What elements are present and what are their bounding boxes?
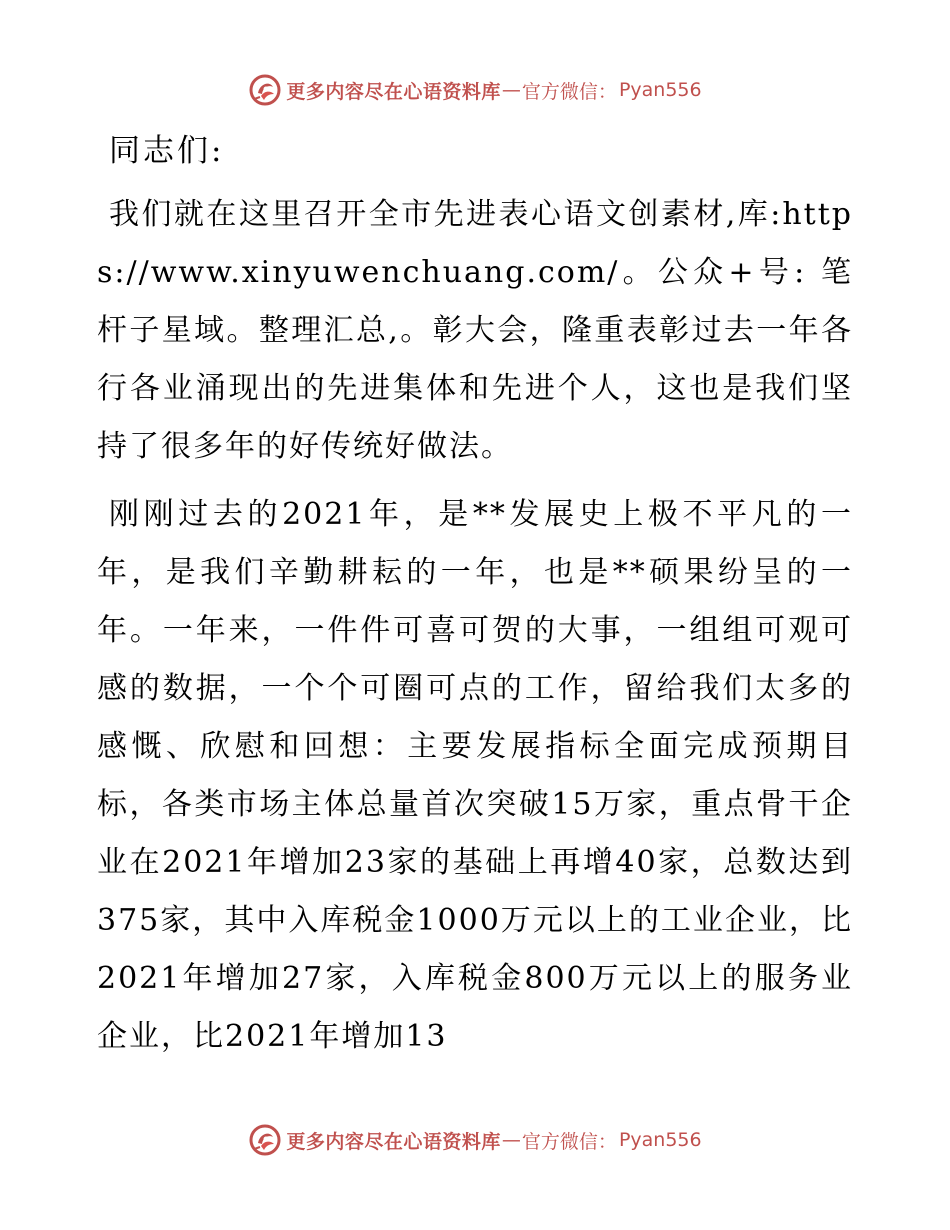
header-banner (0, 70, 950, 110)
banner-separator: — (501, 79, 521, 101)
banner-brand-text: 更多内容尽在心语资料库 (286, 1130, 501, 1153)
rose-logo-icon (248, 73, 282, 107)
paragraph-2-text: 刚刚过去的2021年，是**发展史上极不平凡的一年，是我们辛勤耕耘的一年，也是**硕果纷呈的一年。一年来，一件件可喜可贺的大事，一组组可观可感的数据，一个个可圈可点的工作，留给我们太多的感慨、欣慰和回想：主要发展指标全面完成预期目标，各类市场主体总量首次突破15万家，重点骨干企业在2021年增加23家的基础上再增40家，总数达到375家，其中入库税金1000万元以上的工业企业，比2021年增加27家，入库税金800万元以上的服务业企业，比2021年增加13 (97, 497, 853, 1054)
banner-wechat-label: 官方微信： (521, 1130, 617, 1153)
salutation: 同志们: (109, 133, 225, 169)
rose-logo-icon (248, 1123, 282, 1157)
banner-brand-text: 更多内容尽在心语资料库 (286, 80, 501, 103)
banner-wechat-label: 官方微信： (521, 80, 617, 103)
paragraph-1 (97, 186, 853, 476)
banner-separator: — (501, 1129, 521, 1151)
document-body (97, 122, 853, 1076)
banner-wechat-id: Pyan556 (618, 79, 702, 101)
banner-wechat-id: Pyan556 (618, 1129, 702, 1151)
footer-banner (0, 1120, 950, 1160)
paragraph-2 (97, 486, 853, 1066)
paragraph-1-text: 我们就在这里召开全市先进表心语文创素材,库:https://www.xinyuwenchuang.com/。公众+号: 笔杆子星域。整理汇总,。彰大会，隆重表彰过去一年各行各业涌现出的先进集体和先进个人，这也是我们坚持了很多年的好传统好做法。 (97, 197, 853, 464)
